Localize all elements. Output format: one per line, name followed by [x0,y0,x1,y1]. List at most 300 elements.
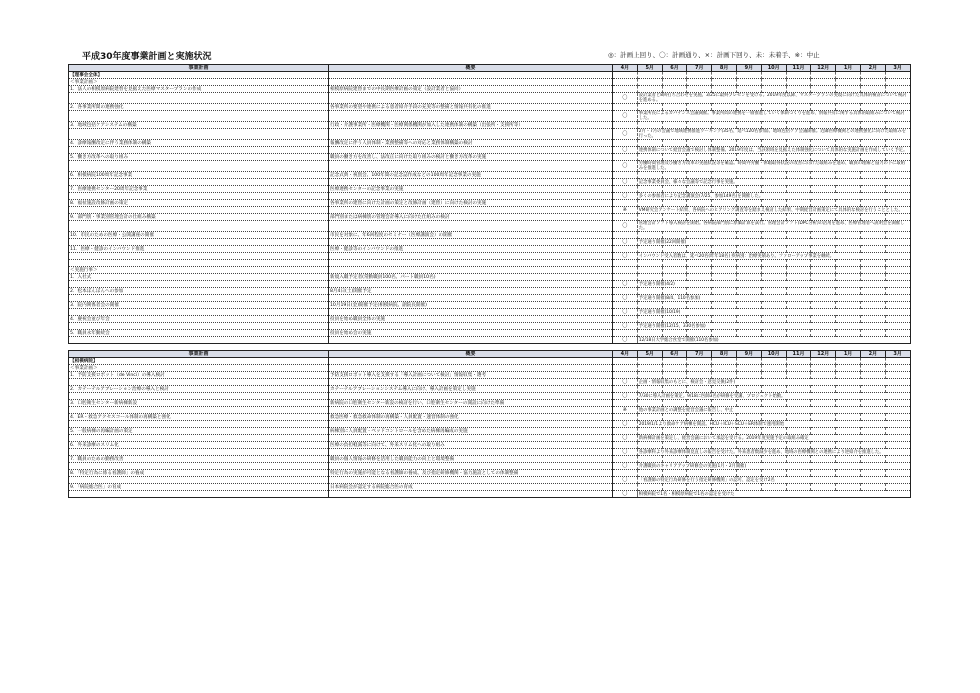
table-row [69,484,911,491]
month-cell [860,200,885,207]
table-row [69,207,911,214]
month-cell [761,86,786,93]
month-cell [637,428,662,435]
month-cell [811,246,836,253]
status-note: 2019/1/1より救命ケア病棟を開設。HCU＋ICU＋SCU＋ER体制で運用開始 [637,421,910,428]
month-cell [613,274,638,281]
month-cell [736,232,761,239]
month-cell [786,154,811,161]
summary-cell [329,72,613,79]
summary-cell: 日本病院会が認定する病院総合医の育成 [329,484,613,491]
month-cell [786,140,811,147]
empty-cell [329,379,613,386]
status-note: 企画・情報収集のもとに、検討会・意見交換(2件) [637,379,910,386]
month-cell [687,386,712,393]
month-cell [687,428,712,435]
month-cell [712,274,737,281]
month-cell [860,358,885,365]
month-cell [885,316,910,323]
month-cell [687,470,712,477]
month-cell [687,442,712,449]
month-cell [662,442,687,449]
plan-cell: 1．法人の相模原病院建替を見据えた医療マスタープランの作成 [69,86,329,93]
empty-cell [69,93,329,104]
month-cell [761,302,786,309]
month-cell [613,484,638,491]
table-row [69,129,911,140]
plan-sheet [68,64,910,498]
month-cell [836,246,861,253]
month-cell [860,316,885,323]
month-cell [712,456,737,463]
month-cell [836,365,861,372]
month-cell [712,186,737,193]
status-mark: 〇 [613,323,638,330]
status-mark: 〇 [613,379,638,386]
month-cell [761,72,786,79]
month-cell [786,267,811,274]
month-cell [761,214,786,221]
table-row [69,302,911,309]
month-cell [662,140,687,147]
month-cell [613,260,638,267]
month-cell [885,104,910,111]
month-cell [687,372,712,379]
plan-cell: 9．「病院総合医」の育成 [69,484,329,491]
month-cell [637,172,662,179]
month-cell [637,316,662,323]
table-row [69,435,911,442]
empty-cell [329,221,613,232]
month-cell [736,246,761,253]
month-cell [885,372,910,379]
month-cell [613,442,638,449]
header-plan: 事業計画 [69,351,329,358]
month-cell [637,274,662,281]
month-cell [860,456,885,463]
status-mark: 〇 [613,281,638,288]
month-cell [836,232,861,239]
month-cell [860,484,885,491]
month-cell [613,414,638,421]
month-cell [687,214,712,221]
month-cell [637,154,662,161]
month-cell [637,302,662,309]
empty-cell [329,129,613,140]
summary-cell: 職員の個人情報の研修を活用した職員能力の向上と環境整備 [329,456,613,463]
month-cell [786,172,811,179]
status-mark: 〇 [613,253,638,260]
month-cell [736,484,761,491]
month-cell [613,428,638,435]
plan-cell: 5．職員永年勤続会 [69,330,329,337]
month-cell [687,154,712,161]
month-cell [811,365,836,372]
plan-cell: 9．部門別・事業別管理会計の仕組み構築 [69,214,329,221]
header-month: 1月 [836,65,861,72]
summary-cell: 市民を対象に、年6回程度のセミナー（医療講演会）の開催 [329,232,613,239]
summary-cell: 新規入職予定者(常勤職員100名、パート職員10名) [329,274,613,281]
month-cell [811,154,836,161]
table-row [69,214,911,221]
month-cell [860,302,885,309]
month-cell [786,456,811,463]
empty-cell [69,379,329,386]
month-cell [687,400,712,407]
month-cell [736,200,761,207]
month-cell [836,442,861,449]
month-cell [736,86,761,93]
month-cell [761,456,786,463]
month-cell [811,267,836,274]
month-cell [613,86,638,93]
month-cell [736,288,761,295]
plan-cell: 1．入社式 [69,274,329,281]
table-row [69,428,911,435]
month-cell [712,316,737,323]
month-cell [786,484,811,491]
status-mark: 〇 [613,309,638,316]
month-cell [761,386,786,393]
table-row [69,288,911,295]
month-cell [662,456,687,463]
month-cell [836,372,861,379]
plan-cell: 2．松本ぼんぼんへの参加 [69,288,329,295]
header-month: 5月 [637,65,662,72]
month-cell [811,456,836,463]
month-cell [637,200,662,207]
month-cell [662,484,687,491]
month-cell [662,372,687,379]
month-cell [811,400,836,407]
month-cell [836,122,861,129]
summary-cell: 報酬改定に伴う人員体制・業務整備等への対応と業務体制構築の検討 [329,140,613,147]
month-cell [860,428,885,435]
month-cell [836,484,861,491]
plan-cell: 7．職員のための勤務改善 [69,456,329,463]
table-row [69,246,911,253]
empty-cell [329,407,613,414]
month-cell [637,140,662,147]
month-cell [662,214,687,221]
header-month: 12月 [811,65,836,72]
month-cell [637,442,662,449]
month-cell [786,386,811,393]
month-cell [860,172,885,179]
month-cell [836,186,861,193]
month-cell [613,288,638,295]
month-cell [811,288,836,295]
status-mark: 〇 [613,221,638,232]
empty-cell [69,295,329,302]
table-row [69,330,911,337]
month-cell [662,358,687,365]
month-cell [662,104,687,111]
month-cell [811,140,836,147]
month-cell [662,267,687,274]
month-cell [613,316,638,323]
summary-cell: 特定行為の実施が可能となる看護師の養成、及び指定研修機関・協力施設としての体制整備 [329,470,613,477]
month-cell [885,442,910,449]
month-cell [786,214,811,221]
month-cell [786,400,811,407]
month-cell [811,86,836,93]
plan-cell: 6．相模病院100周年記念事業 [69,172,329,179]
table-row [69,463,911,470]
month-cell [761,246,786,253]
table-row [69,407,911,414]
plan-cell: 11．医療・健診のインバウンド推進 [69,246,329,253]
month-cell [712,246,737,253]
plan-cell: 3．口腔衛生センター新病棟新設 [69,400,329,407]
month-cell [736,428,761,435]
plan-table-hospital [68,350,911,498]
legend-text: ◎：計画上回り、〇：計画通り、×：計画下回り、未：未着手、※：中止 [608,51,820,59]
month-cell [736,140,761,147]
table-row [69,386,911,393]
month-cell [736,470,761,477]
month-cell [637,414,662,421]
table-row [69,323,911,330]
month-cell [860,104,885,111]
month-cell [712,442,737,449]
month-cell [885,274,910,281]
empty-cell [69,193,329,200]
month-cell [836,86,861,93]
month-cell [761,365,786,372]
month-cell [836,172,861,179]
month-cell [836,330,861,337]
month-cell [712,104,737,111]
header-month: 11月 [786,351,811,358]
month-cell [637,86,662,93]
status-note: 多くの参加者により記念講演会(7/25、参加149名)を開催した。 [637,193,910,200]
month-cell [811,484,836,491]
empty-cell [69,435,329,442]
month-cell [687,260,712,267]
status-note: 事業所長によるガバナンス会議開催。事業所間の連携を一層推進していく体制づくりを進め、情報共有に関する具体的取組みについて検討した。 [637,111,910,122]
summary-cell [329,79,613,86]
month-cell [860,386,885,393]
summary-cell: 救急医療・救急救命体制の再構築・人員配置・運営体制の強化 [329,414,613,421]
plan-cell: 4．ER・救急アクセスコール体制の再構築と強化 [69,414,329,421]
month-cell [786,274,811,281]
empty-cell [329,323,613,330]
month-cell [836,414,861,421]
header-month: 11月 [786,65,811,72]
header-plan: 事業計画 [69,65,329,72]
empty-cell [329,239,613,246]
month-cell [687,140,712,147]
month-cell [860,274,885,281]
month-cell [637,386,662,393]
month-cell [687,358,712,365]
month-cell [836,386,861,393]
month-cell [613,358,638,365]
month-cell [786,186,811,193]
status-mark: ※ [613,407,638,414]
table-row [69,140,911,147]
status-mark: 〇 [613,393,638,400]
month-cell [885,365,910,372]
month-cell [811,104,836,111]
month-cell [811,372,836,379]
month-cell [736,365,761,372]
month-cell [811,232,836,239]
month-cell [613,330,638,337]
summary-cell [329,365,613,372]
month-cell [662,302,687,309]
status-note: インバウンド受入者数は、延べ20名(昨年18名) 疾病別：治療実績あり。ファローアップ事業を継続。 [637,253,910,260]
empty-cell [69,309,329,316]
month-cell [712,400,737,407]
plan-cell: 10．市民のための医療・公開講座の開催 [69,232,329,239]
header-month: 6月 [662,351,687,358]
month-cell [687,267,712,274]
month-cell [786,358,811,365]
status-note: 他の事業計画との調整を経営会議に報告し、中止 [637,407,910,414]
month-cell [885,470,910,477]
month-cell [637,186,662,193]
status-note: 12/18日大学総合食堂で開催(110名参加) [637,337,910,344]
month-cell [811,428,836,435]
month-cell [885,122,910,129]
month-cell [687,104,712,111]
month-cell [712,79,737,86]
plan-cell: 2．カテーテルアブレーション治療の導入と検討 [69,386,329,393]
month-cell [860,232,885,239]
empty-cell [329,393,613,400]
month-cell [662,386,687,393]
month-cell [860,414,885,421]
empty-cell [69,207,329,214]
month-cell [860,330,885,337]
month-cell [786,372,811,379]
month-cell [860,267,885,274]
table-row [69,154,911,161]
month-cell [712,428,737,435]
month-cell [836,470,861,477]
month-cell [811,214,836,221]
month-cell [687,274,712,281]
plan-cell: 5．働き方改革への取り組み [69,154,329,161]
month-cell [761,267,786,274]
table-header-row [69,65,911,72]
month-cell [687,456,712,463]
status-mark: 〇 [613,463,638,470]
empty-cell [329,435,613,442]
month-cell [736,79,761,86]
table-row [69,393,911,400]
month-cell [712,267,737,274]
status-note: 新病棟計画を策定し、経営会議において承認を受ける。2019年度実施予定の取組み確定 [637,435,910,442]
month-cell [860,140,885,147]
empty-cell [329,309,613,316]
month-cell [637,104,662,111]
month-cell [736,316,761,323]
status-note: 労働時間管理及び働き方改革の実施状況等を確認。時間外労働・休暇取得状況の改善に向けた取組みを進め、職員の理解と協力の下に取組みを推進した。 [637,161,910,172]
month-cell [613,400,638,407]
table-row [69,281,911,288]
month-cell [885,330,910,337]
month-cell [860,372,885,379]
month-cell [736,400,761,407]
month-cell [687,484,712,491]
month-cell [836,400,861,407]
table-row [69,72,911,79]
header-summary: 概要 [329,65,613,72]
month-cell [836,456,861,463]
month-cell [786,79,811,86]
empty-cell [329,179,613,186]
status-mark: 〇 [613,477,638,484]
month-cell [736,260,761,267]
month-cell [613,79,638,86]
summary-cell: 医療・健診等のインバウンドの推進 [329,246,613,253]
month-cell [761,330,786,337]
month-cell [860,72,885,79]
month-cell [712,140,737,147]
table-row [69,179,911,186]
month-cell [712,154,737,161]
plan-table-overall [68,64,911,344]
summary-cell: 10月19日(金)開催予定(相模病院、副院長開催) [329,302,613,309]
month-cell [836,288,861,295]
month-cell [885,86,910,93]
table-row [69,316,911,323]
table-row [69,239,911,246]
table-row [69,260,911,267]
month-cell [786,316,811,323]
month-cell [885,79,910,86]
month-cell [637,79,662,86]
empty-cell [69,323,329,330]
table-row [69,442,911,449]
month-cell [613,386,638,393]
header-month: 4月 [613,351,638,358]
table-row [69,172,911,179]
plan-cell: 8．「特定行為に係る看護師」の養成 [69,470,329,477]
status-note: 設計業者と8回打ち合わせを実施。3/25に最終プレゼンを受ける。2019年度以降、マスタープランの実現に向けた具体的検討について検討を進める。 [637,93,910,104]
month-cell [712,386,737,393]
month-cell [761,442,786,449]
empty-cell [329,111,613,122]
month-cell [860,186,885,193]
month-cell [687,232,712,239]
month-cell [687,86,712,93]
month-cell [761,200,786,207]
table-row [69,491,911,498]
month-cell [860,122,885,129]
status-mark: 〇 [613,239,638,246]
month-cell [637,122,662,129]
month-cell [761,372,786,379]
month-cell [662,428,687,435]
month-cell [786,86,811,93]
month-cell [885,232,910,239]
table-row [69,449,911,456]
month-cell [687,172,712,179]
status-note: 連携体制について経営会議で検討し体制整備。2019年度は、当該領域を見据えた体制強化について具体的な実施計画を作成していく予定。 [637,147,910,154]
table-row [69,86,911,93]
month-cell [811,414,836,421]
summary-cell: 各事業所の要望や連携による患者紹介手段の充実等の整備と情報共有化の推進 [329,104,613,111]
month-cell [712,86,737,93]
month-cell [736,267,761,274]
month-cell [687,365,712,372]
table-row [69,295,911,302]
month-cell [836,200,861,207]
